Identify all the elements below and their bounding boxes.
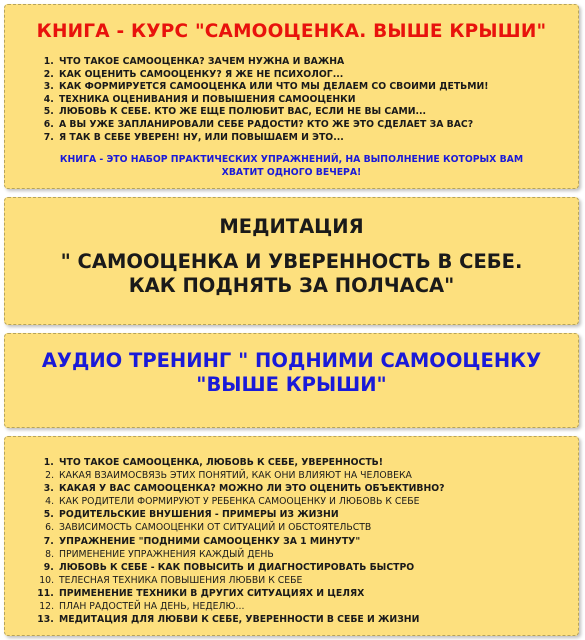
book-course-card: [4, 4, 579, 189]
book-note: [5, 154, 578, 179]
list-item: 11. ПРИМЕНЕНИЕ ТЕХНИКИ В ДРУГИХ СИТУАЦИЯХ И ЦЕЛЯХ: [57, 587, 445, 600]
list-item: 1. ЧТО ТАКОЕ САМООЦЕНКА, ЛЮБОВЬ К СЕБЕ, УВЕРЕННОСТЬ!: [57, 456, 445, 469]
list-item: 5. РОДИТЕЛЬСКИЕ ВНУШЕНИЯ - ПРИМЕРЫ ИЗ ЖИЗНИ: [57, 508, 445, 521]
list-item: 6. А ВЫ УЖЕ ЗАПЛАНИРОВАЛИ СЕБЕ РАДОСТИ? КТО ЖЕ ЭТО СДЕЛАЕТ ЗА ВАС?: [57, 119, 489, 132]
list-item: 7. УПРАЖНЕНИЕ "ПОДНИМИ САМООЦЕНКУ ЗА 1 МИНУТУ": [57, 535, 445, 548]
list-item: 2. КАК ОЦЕНИТЬ САМООЦЕНКУ? Я ЖЕ НЕ ПСИХОЛОГ...: [57, 69, 489, 82]
list-item: 6. ЗАВИСИМОСТЬ САМООЦЕНКИ ОТ СИТУАЦИЙ И ОБСТОЯТЕЛЬСТВ: [57, 521, 445, 534]
book-note-line: КНИГА - ЭТО НАБОР ПРАКТИЧЕСКИХ УПРАЖНЕНИЙ, НА ВЫПОЛНЕНИЕ КОТОРЫХ ВАМ: [59, 154, 524, 165]
list-item: 4. ТЕХНИКА ОЦЕНИВАНИЯ И ПОВЫШЕНИЯ САМООЦЕНКИ: [57, 94, 489, 107]
book-note-line: ХВАТИТ ОДНОГО ВЕЧЕРА!: [221, 166, 362, 178]
book-course-title: КНИГА - КУРС "САМООЦЕНКА. ВЫШЕ КРЫШИ": [36, 21, 547, 42]
list-item: 5. ЛЮБОВЬ К СЕБЕ. КТО ЖЕ ЕЩЕ ПОЛЮБИТ ВАС, ЕСЛИ НЕ ВЫ САМИ...: [57, 106, 489, 119]
list-item: 1. ЧТО ТАКОЕ САМООЦЕНКА? ЗАЧЕМ НУЖНА И ВАЖНА: [57, 56, 489, 69]
list-item: 7. Я ТАК В СЕБЕ УВЕРЕН! НУ, ИЛИ ПОВЫШАЕМ И ЭТО...: [57, 132, 489, 145]
list-item: 13. МЕДИТАЦИЯ ДЛЯ ЛЮБВИ К СЕБЕ, УВЕРЕННОСТИ В СЕБЕ И ЖИЗНИ: [57, 613, 445, 626]
training-program-list: [21, 456, 445, 626]
meditation-card: [4, 197, 579, 325]
list-item: 12. ПЛАН РАДОСТЕЙ НА ДЕНЬ, НЕДЕЛЮ...: [57, 600, 445, 613]
training-program-card: [4, 436, 579, 636]
book-contents-list: [21, 56, 489, 144]
meditation-title: МЕДИТАЦИЯ: [219, 215, 364, 238]
list-item: 3. КАК ФОРМИРУЕТСЯ САМООЦЕНКА ИЛИ ЧТО МЫ ДЕЛАЕМ СО СВОИМИ ДЕТЬМИ!: [57, 81, 489, 94]
list-item: 8. ПРИМЕНЕНИЕ УПРАЖНЕНИЯ КАЖДЫЙ ДЕНЬ: [57, 548, 445, 561]
meditation-subtitle: " САМООЦЕНКА И УВЕРЕННОСТЬ В СЕБЕ. КАК ПОДНЯТЬ ЗА ПОЛЧАСА": [60, 250, 523, 297]
list-item: 3. КАКАЯ У ВАС САМООЦЕНКА? МОЖНО ЛИ ЭТО ОЦЕНИТЬ ОБЪЕКТИВНО?: [57, 482, 445, 495]
list-item: 4. КАК РОДИТЕЛИ ФОРМИРУЮТ У РЕБЕНКА САМООЦЕНКУ И ЛЮБОВЬ К СЕБЕ: [57, 495, 445, 508]
list-item: 9. ЛЮБОВЬ К СЕБЕ - КАК ПОВЫСИТЬ И ДИАГНОСТИРОВАТЬ БЫСТРО: [57, 561, 445, 574]
list-item: 2. КАКАЯ ВЗАИМОСВЯЗЬ ЭТИХ ПОНЯТИЙ, КАК ОНИ ВЛИЯЮТ НА ЧЕЛОВЕКА: [57, 469, 445, 482]
audio-training-card: [4, 333, 579, 428]
audio-training-title: АУДИО ТРЕНИНГ " ПОДНИМИ САМООЦЕНКУ "ВЫШЕ КРЫШИ": [41, 349, 542, 396]
list-item: 10. ТЕЛЕСНАЯ ТЕХНИКА ПОВЫШЕНИЯ ЛЮБВИ К СЕБЕ: [57, 574, 445, 587]
